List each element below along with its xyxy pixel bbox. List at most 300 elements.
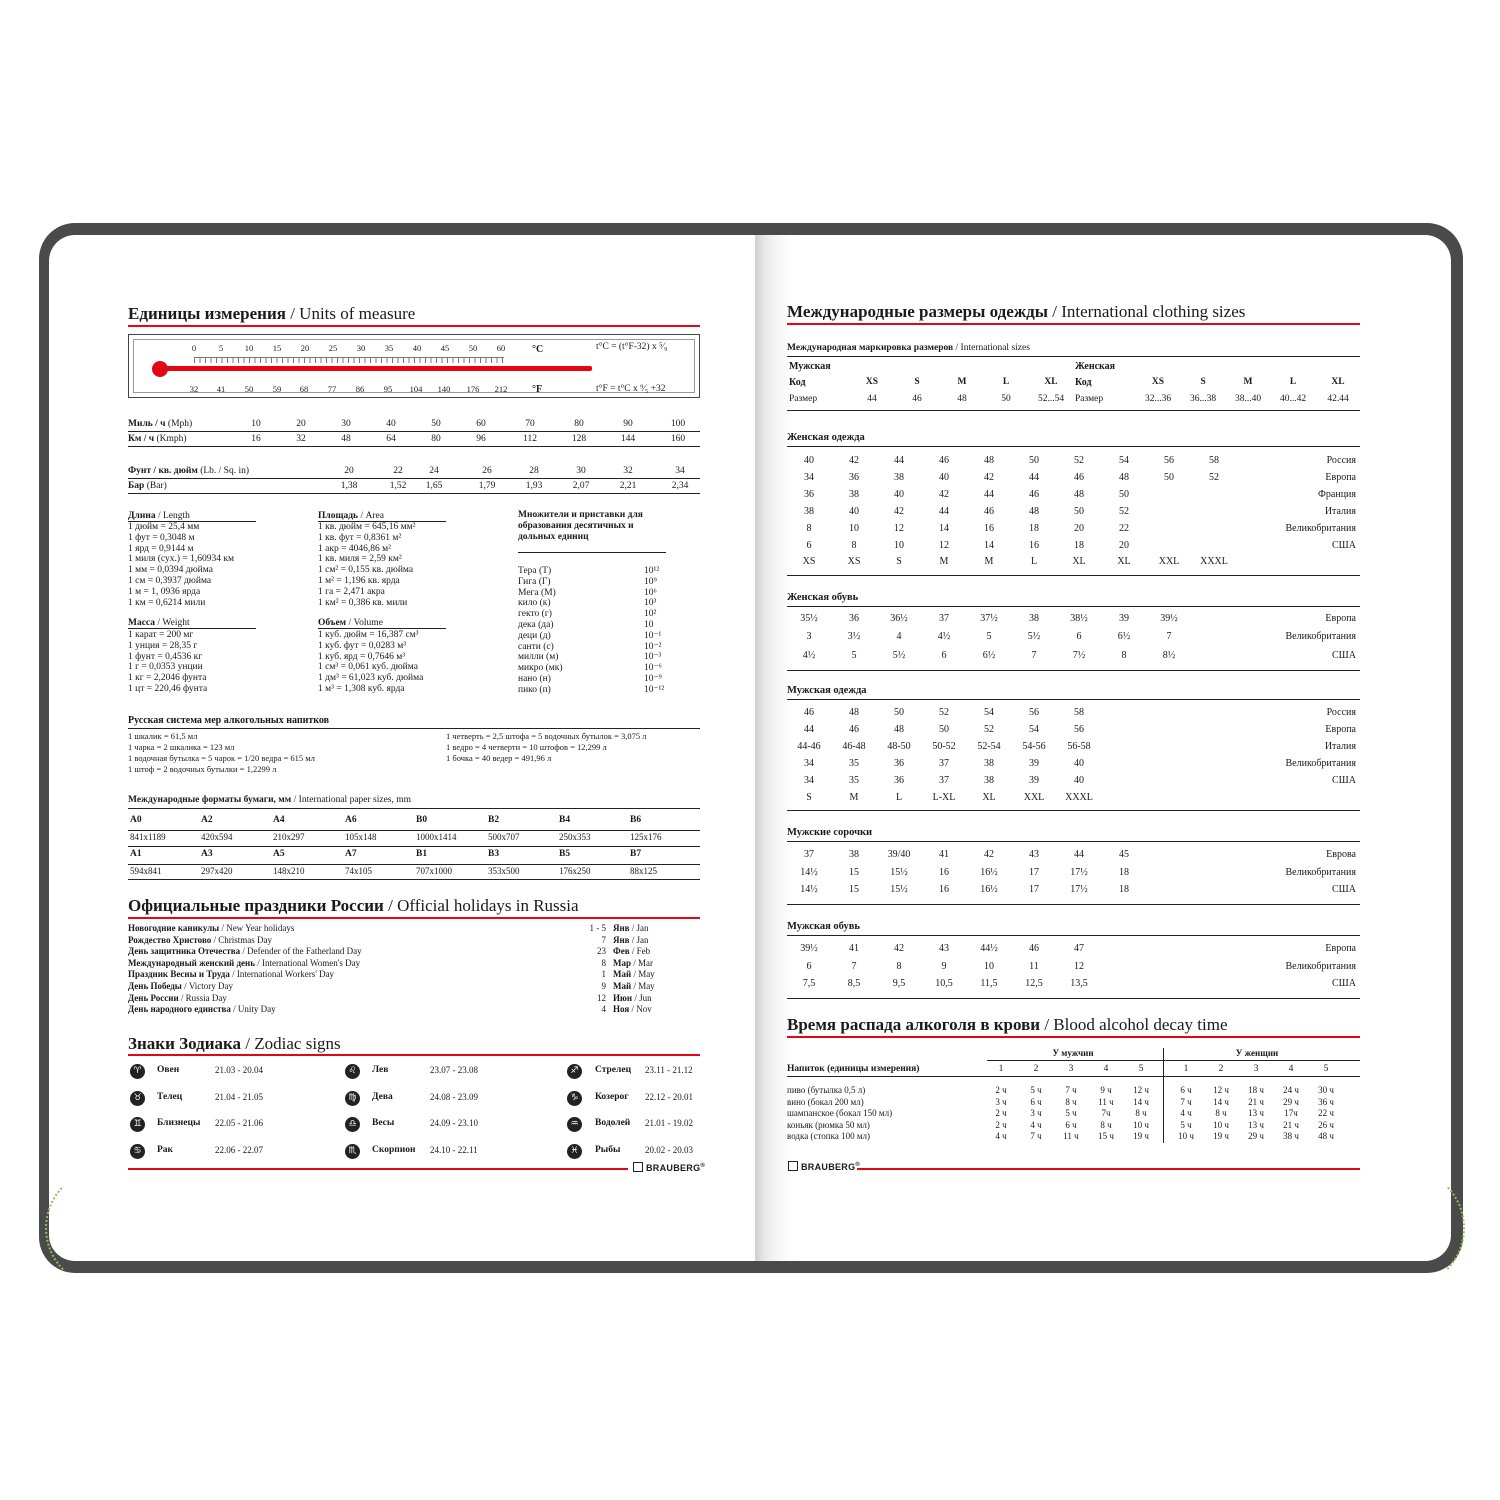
fahrenheit-formula: t°F = t°C x ⁹⁄₅ +32 bbox=[596, 384, 666, 394]
speed-mph-value: 60 bbox=[476, 419, 486, 429]
women-shoes-value: 39 bbox=[1119, 613, 1129, 624]
list-item: 1 кв. дюйм = 645,16 мм² bbox=[318, 522, 416, 532]
holiday-name: День защитника Отечества / Defender of the Fatherland Day bbox=[128, 946, 362, 957]
men-clothes-value: 35 bbox=[849, 757, 859, 769]
men-shoes-bottom-rule bbox=[787, 998, 1360, 999]
fahrenheit-tick: 95 bbox=[383, 384, 393, 394]
pressure-bottom-rule bbox=[128, 493, 700, 494]
paper-format-size: 420x594 bbox=[201, 832, 233, 842]
list-item: 1 кв. миля = 2,59 км² bbox=[318, 554, 402, 565]
women-clothes-value: 20 bbox=[1074, 522, 1084, 534]
alcohol-men-time: 10 ч bbox=[1133, 1119, 1149, 1130]
holiday-month: Май / May bbox=[613, 981, 655, 991]
mass-list bbox=[128, 630, 207, 695]
women-clothes-value: XXXL bbox=[1200, 556, 1228, 568]
pressure-psi-value: 34 bbox=[675, 466, 685, 476]
intl-women-size-label: Размер bbox=[1075, 394, 1104, 404]
men-clothes-value: 39 bbox=[1029, 757, 1039, 769]
alcohol-women-time: 19 ч bbox=[1213, 1131, 1229, 1142]
women-shoes-value: 4½ bbox=[937, 631, 951, 643]
speed-kmph-value: 128 bbox=[571, 434, 587, 444]
speed-mph-value: 10 bbox=[251, 419, 261, 429]
alcohol-decay-title-rule bbox=[787, 1036, 1360, 1038]
alcohol-col-women: 4 bbox=[1288, 1064, 1294, 1074]
men-clothes-value: 56-58 bbox=[1067, 740, 1091, 752]
list-item: 1 см³ = 0,061 куб. дюйма bbox=[318, 662, 418, 673]
alcohol-women-time: 29 ч bbox=[1248, 1131, 1264, 1142]
zodiac-sign-icon: ♉ bbox=[130, 1091, 145, 1106]
women-clothes-value: XL bbox=[1117, 556, 1131, 568]
alcohol-col-men: 3 bbox=[1068, 1064, 1074, 1074]
men-shirts-value: 42 bbox=[984, 849, 994, 860]
pressure-psi-value: 30 bbox=[576, 466, 586, 476]
list-item: 1 цт = 220,46 фунта bbox=[128, 683, 208, 694]
intl-women-code: XS bbox=[1151, 377, 1165, 387]
intl-women-code: S bbox=[1200, 377, 1206, 387]
women-shoes-value: 38½ bbox=[1070, 613, 1088, 624]
fahrenheit-tick: 176 bbox=[466, 384, 480, 394]
prefix-values bbox=[644, 566, 664, 696]
paper-format-name: A4 bbox=[273, 815, 285, 825]
zodiac-name: Рыбы bbox=[595, 1145, 621, 1156]
list-item: 1 га = 2,471 акра bbox=[318, 586, 385, 597]
zodiac-dates: 22.06 - 22.07 bbox=[215, 1145, 263, 1156]
units-title: Единицы измерения / Units of measure bbox=[128, 304, 416, 323]
alcohol-women-time: 10 ч bbox=[1213, 1119, 1229, 1130]
stitch-decoration-left bbox=[45, 1168, 165, 1288]
zodiac-sign-icon: ♓ bbox=[567, 1144, 582, 1159]
speed-mph-value: 70 bbox=[525, 419, 535, 429]
men-shirts-country: США bbox=[1332, 884, 1356, 896]
list-item: 1 м³ = 1,308 куб. ярда bbox=[318, 683, 405, 694]
paper-format-size: 250x353 bbox=[559, 832, 591, 842]
list-item: 1 куб. дюйм = 16,387 см³ bbox=[318, 630, 419, 640]
list-item: 1 четверть = 2,5 штофа = 5 водочных бутылок = 3,075 л bbox=[446, 731, 647, 741]
women-shoes-value: 4 bbox=[896, 631, 902, 643]
alcohol-women-time: 48 ч bbox=[1318, 1131, 1334, 1142]
zodiac-name: Овен bbox=[157, 1065, 180, 1075]
alcohol-men-time: 15 ч bbox=[1098, 1131, 1114, 1142]
men-clothes-value: 48 bbox=[849, 707, 859, 718]
paper-format-name: B0 bbox=[416, 815, 428, 825]
alcohol-women-time: 18 ч bbox=[1248, 1085, 1264, 1095]
mass-rule bbox=[128, 628, 256, 629]
alcohol-women-time: 22 ч bbox=[1318, 1108, 1334, 1119]
fahrenheit-tick: 104 bbox=[409, 384, 423, 394]
men-clothes-country: Европа bbox=[1325, 723, 1356, 735]
zodiac-name: Весы bbox=[372, 1118, 395, 1129]
pressure-bar-value: 1,65 bbox=[425, 481, 443, 491]
zodiac-sign-icon: ♎ bbox=[345, 1117, 360, 1132]
men-shoes-rule bbox=[787, 935, 1360, 936]
paper-format-name: B1 bbox=[416, 849, 428, 859]
alcohol-drink: шампанское (бокал 150 мл) bbox=[787, 1108, 893, 1119]
paper-format-name: A7 bbox=[345, 849, 357, 859]
speed-kmph-value: 96 bbox=[476, 434, 486, 444]
zodiac-dates: 21.04 - 21.05 bbox=[215, 1091, 263, 1102]
men-shirts-title: Мужские сорочки bbox=[787, 827, 873, 838]
celsius-tick: 20 bbox=[300, 343, 310, 353]
alcohol-men-time: 11 ч bbox=[1063, 1131, 1079, 1142]
women-shoes-value: 5½ bbox=[1027, 631, 1041, 643]
list-item: 10⁶ bbox=[644, 587, 657, 598]
intl-men-code: L bbox=[1002, 377, 1010, 387]
women-clothes-value: 44 bbox=[1029, 471, 1039, 483]
list-item: 1 кв. фут = 0,8361 м² bbox=[318, 532, 402, 543]
women-clothes-value: 20 bbox=[1119, 539, 1129, 551]
alcohol-group-rule bbox=[987, 1060, 1360, 1061]
women-clothes-value: 40 bbox=[849, 505, 859, 517]
intl-sizes-bottom-rule bbox=[787, 410, 1360, 411]
zodiac-name: Скорпион bbox=[372, 1145, 416, 1156]
alcohol-men-time: 2 ч bbox=[995, 1085, 1007, 1095]
zodiac-name: Козерог bbox=[595, 1091, 629, 1102]
women-clothes-value: 48 bbox=[1074, 488, 1084, 500]
women-shoes-rule bbox=[787, 606, 1360, 607]
women-clothes-value: 46 bbox=[939, 455, 949, 466]
women-clothes-value: 46 bbox=[1029, 488, 1039, 500]
fahrenheit-tick: 140 bbox=[437, 384, 451, 394]
women-clothes-value: 42 bbox=[984, 471, 994, 483]
prefixes-title: Множители и приставки для образования десятичных и дольных единиц bbox=[518, 510, 643, 542]
alcohol-women-time: 14 ч bbox=[1213, 1096, 1229, 1107]
women-shoes-value: 37½ bbox=[980, 613, 998, 624]
men-shoes-value: 8,5 bbox=[847, 978, 861, 989]
men-clothes-value: 50 bbox=[939, 723, 949, 735]
intl-men-size: 48 bbox=[957, 394, 967, 404]
list-item: милли (м) bbox=[518, 652, 559, 663]
intl-sizes-title: Международная маркировка размеров / International sizes bbox=[787, 343, 1030, 353]
women-clothes-value: 14 bbox=[939, 522, 949, 534]
list-item: 1 водочная бутылка = 5 чарок = 1/20 ведра = 615 мл bbox=[128, 753, 315, 763]
pressure-row2-label: Бар (Bar) bbox=[128, 481, 167, 491]
women-clothes-value: XXL bbox=[1158, 556, 1180, 568]
men-shirts-value: 18 bbox=[1119, 884, 1129, 896]
celsius-tick: 30 bbox=[356, 343, 366, 353]
alcohol-men-time: 3 ч bbox=[1030, 1108, 1042, 1119]
pressure-bar-value: 1,52 bbox=[389, 481, 407, 491]
right-footer-rule bbox=[857, 1168, 1360, 1170]
list-item: 1 кг = 2,2046 фунта bbox=[128, 673, 207, 684]
women-shoes-value: 7 bbox=[1166, 631, 1172, 643]
speed-divider bbox=[128, 431, 700, 432]
women-clothes-value: 52 bbox=[1074, 455, 1084, 466]
men-clothes-country: Италия bbox=[1324, 740, 1356, 752]
women-clothes-value: 50 bbox=[1029, 455, 1039, 466]
zodiac-name: Рак bbox=[157, 1145, 174, 1156]
list-item: 1 см² = 0,155 кв. дюйма bbox=[318, 565, 414, 576]
women-shoes-value: 37 bbox=[939, 613, 949, 624]
women-shoes-value: 5½ bbox=[892, 649, 906, 661]
women-clothes-value: 48 bbox=[1029, 505, 1039, 517]
list-item: гекто (г) bbox=[518, 609, 552, 620]
paper-format-name: A6 bbox=[345, 815, 357, 825]
list-item: пико (п) bbox=[518, 684, 551, 695]
women-clothes-value: 50 bbox=[1119, 488, 1129, 500]
paper-format-name: B5 bbox=[559, 849, 571, 859]
women-clothes-country: США bbox=[1332, 539, 1356, 551]
men-clothes-title: Мужская одежда bbox=[787, 685, 867, 696]
alcohol-women-time: 5 ч bbox=[1180, 1119, 1192, 1130]
men-clothes-value: XXL bbox=[1023, 791, 1045, 803]
alcohol-drink: пиво (бутылка 0,5 л) bbox=[787, 1085, 866, 1095]
women-clothes-value: 50 bbox=[1074, 505, 1084, 517]
list-item: 1 ярд = 0,9144 м bbox=[128, 543, 194, 554]
men-shirts-value: 17 bbox=[1029, 884, 1039, 896]
men-shoes-value: 42 bbox=[894, 943, 904, 954]
speed-kmph-value: 80 bbox=[431, 434, 441, 444]
alcohol-drink: водка (стопка 100 мл) bbox=[787, 1131, 871, 1142]
paper-format-name: A5 bbox=[273, 849, 285, 859]
length-list bbox=[128, 522, 234, 608]
women-shoes-value: 36½ bbox=[890, 613, 908, 624]
men-clothes-value: 44 bbox=[804, 723, 814, 735]
women-shoes-value: 5 bbox=[851, 649, 857, 661]
paper-rule-mid3 bbox=[128, 864, 700, 865]
women-shoes-country: Европа bbox=[1325, 613, 1356, 624]
speed-kmph-value: 16 bbox=[251, 434, 261, 444]
men-shirts-value: 17½ bbox=[1070, 866, 1088, 878]
intl-women-code: XL bbox=[1331, 377, 1345, 387]
men-clothes-value: 44-46 bbox=[797, 740, 821, 752]
zodiac-dates: 24.09 - 23.10 bbox=[430, 1118, 478, 1129]
women-shoes-country: США bbox=[1332, 649, 1356, 661]
paper-rule-top bbox=[128, 808, 700, 809]
celsius-tick: 50 bbox=[468, 343, 478, 353]
women-clothes-value: S bbox=[896, 556, 902, 568]
alcohol-women-time: 38 ч bbox=[1283, 1131, 1299, 1142]
paper-format-size: 353x500 bbox=[488, 866, 520, 876]
men-clothes-value: 37 bbox=[939, 757, 949, 769]
men-shoes-value: 8 bbox=[896, 960, 902, 972]
list-item: 1 м² = 1,196 кв. ярда bbox=[318, 575, 400, 586]
women-clothes-value: 40 bbox=[939, 471, 949, 483]
women-clothes-value: 44 bbox=[939, 505, 949, 517]
holiday-name: Новогодние каникулы / New Year holidays bbox=[128, 923, 295, 933]
list-item: кило (к) bbox=[518, 598, 551, 609]
alcohol-men-time: 3 ч bbox=[995, 1096, 1007, 1107]
alcohol-men-time: 7ч bbox=[1101, 1108, 1111, 1119]
alcohol-women-time: 6 ч bbox=[1180, 1085, 1192, 1095]
thermometer-mercury bbox=[162, 366, 592, 371]
celsius-formula: t°C = (t°F-32) x ⁵⁄₉ bbox=[596, 342, 668, 352]
men-shirts-value: 38 bbox=[849, 849, 859, 860]
alcohol-women-time: 21 ч bbox=[1283, 1119, 1299, 1130]
alcohol-men-time: 12 ч bbox=[1133, 1085, 1149, 1095]
intl-women-size: 38...40 bbox=[1234, 394, 1262, 404]
list-item: 1 штоф = 2 водочных бутылки = 1,2299 л bbox=[128, 764, 277, 774]
paper-format-size: 707x1000 bbox=[416, 866, 452, 876]
length-title: Длина / Length bbox=[128, 511, 190, 521]
prefixes-rule bbox=[518, 552, 666, 553]
volume-list bbox=[318, 630, 423, 695]
alcohol-men-time: 6 ч bbox=[1030, 1096, 1042, 1107]
intl-women-size: 42.44 bbox=[1327, 394, 1349, 404]
holiday-month: Фев / Feb bbox=[613, 946, 651, 957]
paper-format-name: A1 bbox=[130, 849, 142, 859]
alcohol-women-time: 12 ч bbox=[1213, 1085, 1229, 1095]
intl-men-size: 50 bbox=[1001, 394, 1011, 404]
men-clothes-country: Россия bbox=[1326, 707, 1356, 718]
men-shoes-title: Мужская обувь bbox=[787, 921, 860, 932]
men-clothes-value: 50 bbox=[894, 707, 904, 718]
pressure-bar-value: 1,38 bbox=[340, 481, 358, 491]
women-clothes-value: 52 bbox=[1209, 471, 1219, 483]
women-clothes-value: 46 bbox=[1074, 471, 1084, 483]
men-clothes-value: 56 bbox=[1074, 723, 1084, 735]
women-clothes-value: 44 bbox=[984, 488, 994, 500]
speed-kmph-value: 160 bbox=[670, 434, 686, 444]
alcohol-measures-left bbox=[128, 731, 315, 775]
men-clothes-country: Великобритания bbox=[1285, 757, 1356, 769]
men-shirts-value: 17½ bbox=[1070, 884, 1088, 896]
men-clothes-rule bbox=[787, 699, 1360, 700]
holiday-name: День Победы / Victory Day bbox=[128, 981, 234, 991]
alcohol-col-men: 5 bbox=[1138, 1064, 1144, 1074]
men-shirts-country: Еврова bbox=[1326, 849, 1356, 860]
list-item: 1 м = 1, 0936 ярда bbox=[128, 586, 201, 597]
men-clothes-value: 48 bbox=[894, 723, 904, 735]
women-clothes-value: 38 bbox=[804, 505, 814, 517]
intl-men-size-label: Размер bbox=[789, 394, 818, 404]
zodiac-dates: 22.12 - 20.01 bbox=[645, 1091, 693, 1102]
women-shoes-value: 6 bbox=[941, 649, 947, 661]
intl-men-code: S bbox=[914, 377, 920, 387]
women-clothes-value: 42 bbox=[894, 505, 904, 517]
zodiac-name: Лев bbox=[372, 1065, 389, 1075]
women-clothes-value: 8 bbox=[851, 539, 857, 551]
zodiac-dates: 24.08 - 23.09 bbox=[430, 1091, 478, 1102]
women-shoes-value: 3½ bbox=[847, 631, 861, 643]
zodiac-dates: 21.03 - 20.04 bbox=[215, 1065, 263, 1075]
holiday-month: Май / May bbox=[613, 969, 655, 980]
alcohol-men-time: 11 ч bbox=[1098, 1096, 1114, 1107]
holiday-day: 1 - 5 bbox=[589, 923, 606, 933]
celsius-tick: 60 bbox=[496, 343, 506, 353]
zodiac-dates: 20.02 - 20.03 bbox=[645, 1145, 693, 1156]
zodiac-dates: 21.01 - 19.02 bbox=[645, 1118, 693, 1129]
alcohol-men-time: 2 ч bbox=[995, 1119, 1007, 1130]
women-clothes-value: M bbox=[984, 556, 994, 568]
celsius-tick: 15 bbox=[272, 343, 282, 353]
celsius-tick: 10 bbox=[244, 343, 254, 353]
paper-format-size: 125x176 bbox=[630, 832, 662, 842]
paper-title: Международные форматы бумаги, мм / International paper sizes, mm bbox=[128, 795, 412, 805]
list-item: нано (н) bbox=[518, 673, 551, 684]
alcohol-men-time: 4 ч bbox=[995, 1131, 1007, 1142]
alcohol-women-time: 17ч bbox=[1284, 1108, 1298, 1119]
men-shirts-value: 41 bbox=[939, 849, 949, 860]
alcohol-men-time: 7 ч bbox=[1030, 1131, 1042, 1142]
women-clothes-country: Европа bbox=[1325, 471, 1356, 483]
alcohol-men-time: 14 ч bbox=[1133, 1096, 1149, 1107]
alcohol-men-time: 6 ч bbox=[1065, 1119, 1077, 1130]
speed-mph-value: 20 bbox=[296, 419, 306, 429]
women-shoes-value: 7 bbox=[1031, 649, 1037, 661]
list-item: 1 фунт = 0,4536 кг bbox=[128, 651, 203, 662]
alcohol-col-women: 5 bbox=[1323, 1064, 1329, 1074]
holidays-title: Официальные праздники России / Official holidays in Russia bbox=[128, 896, 579, 915]
list-item: 10¹² bbox=[644, 566, 660, 576]
men-shoes-country: Великобритания bbox=[1285, 960, 1356, 972]
alcohol-men-label: У мужчин bbox=[1052, 1048, 1094, 1058]
women-shoes-value: 5 bbox=[986, 631, 992, 643]
list-item: 10⁹ bbox=[644, 576, 657, 587]
holiday-day: 7 bbox=[601, 934, 606, 945]
women-clothes-country: Россия bbox=[1326, 455, 1356, 466]
women-clothes-value: 18 bbox=[1029, 522, 1039, 534]
intl-men-size: 46 bbox=[912, 394, 922, 404]
intl-women-code: M bbox=[1243, 377, 1253, 387]
brand-logo-left: BRAUBERG® bbox=[633, 1162, 705, 1173]
zodiac-name: Близнецы bbox=[157, 1118, 201, 1129]
men-clothes-value: L bbox=[895, 791, 903, 803]
fahrenheit-tick: 59 bbox=[272, 384, 282, 394]
thermometer-scale-ticks bbox=[194, 357, 504, 365]
stitch-decoration-right bbox=[1345, 1168, 1465, 1288]
holiday-month: Янв / Jan bbox=[613, 934, 649, 945]
list-item: 1 см = 0,3937 дюйма bbox=[128, 575, 212, 586]
speed-mph-value: 90 bbox=[623, 419, 633, 429]
women-clothes-value: 38 bbox=[849, 488, 859, 500]
zodiac-sign-icon: ♈ bbox=[130, 1064, 145, 1079]
list-item: 1 чарка = 2 шкалика = 123 мл bbox=[128, 742, 235, 752]
paper-format-size: 1000x1414 bbox=[416, 832, 457, 842]
intl-men-code: XL bbox=[1044, 377, 1058, 387]
alcohol-men-time: 7 ч bbox=[1065, 1085, 1077, 1095]
pressure-bar-value: 2,34 bbox=[671, 481, 689, 491]
women-clothes-value: 48 bbox=[1119, 471, 1129, 483]
holiday-month: Янв / Jan bbox=[613, 923, 649, 933]
units-title-rule bbox=[128, 325, 700, 327]
list-item: 10⁻¹² bbox=[644, 684, 665, 695]
list-item: 1 куб. фут = 0,0283 м³ bbox=[318, 640, 407, 651]
pressure-divider bbox=[128, 478, 700, 479]
women-shoes-value: 3 bbox=[806, 631, 812, 643]
paper-format-name: B7 bbox=[630, 849, 642, 859]
zodiac-title-rule bbox=[128, 1054, 700, 1056]
fahrenheit-tick: 32 bbox=[189, 384, 199, 394]
women-clothes-value: M bbox=[939, 556, 949, 568]
intl-women-size: 32...36 bbox=[1144, 394, 1172, 404]
men-shoes-country: США bbox=[1332, 978, 1356, 989]
women-clothes-value: 58 bbox=[1209, 455, 1219, 466]
brand-logo-right: BRAUBERG® bbox=[788, 1161, 860, 1172]
holiday-name: День народного единства / Unity Day bbox=[128, 1004, 276, 1015]
men-shirts-value: 16 bbox=[939, 884, 949, 896]
alcohol-men-time: 2 ч bbox=[995, 1108, 1007, 1119]
women-clothes-value: 46 bbox=[984, 505, 994, 517]
speed-mph-value: 100 bbox=[670, 419, 686, 429]
holiday-day: 23 bbox=[597, 946, 606, 957]
speed-mph-value: 80 bbox=[574, 419, 584, 429]
pressure-bar-value: 2,21 bbox=[619, 481, 637, 491]
list-item: 1 мм = 0,0394 дюйма bbox=[128, 565, 213, 576]
celsius-tick: 40 bbox=[412, 343, 422, 353]
women-clothes-value: XS bbox=[802, 556, 816, 568]
women-clothes-value: 54 bbox=[1119, 455, 1129, 466]
women-shoes-value: 6½ bbox=[1117, 631, 1131, 643]
men-clothes-value: 40 bbox=[1074, 774, 1084, 786]
list-item: 10² bbox=[644, 609, 657, 620]
men-clothes-value: 46 bbox=[849, 723, 859, 735]
pressure-bar-value: 2,07 bbox=[572, 481, 590, 491]
holiday-day: 4 bbox=[601, 1004, 606, 1015]
celsius-tick: 0 bbox=[191, 343, 197, 353]
zodiac-dates: 22.05 - 21.06 bbox=[215, 1118, 263, 1129]
men-shirts-value: 15½ bbox=[890, 884, 908, 896]
paper-format-size: 148x210 bbox=[273, 866, 305, 876]
